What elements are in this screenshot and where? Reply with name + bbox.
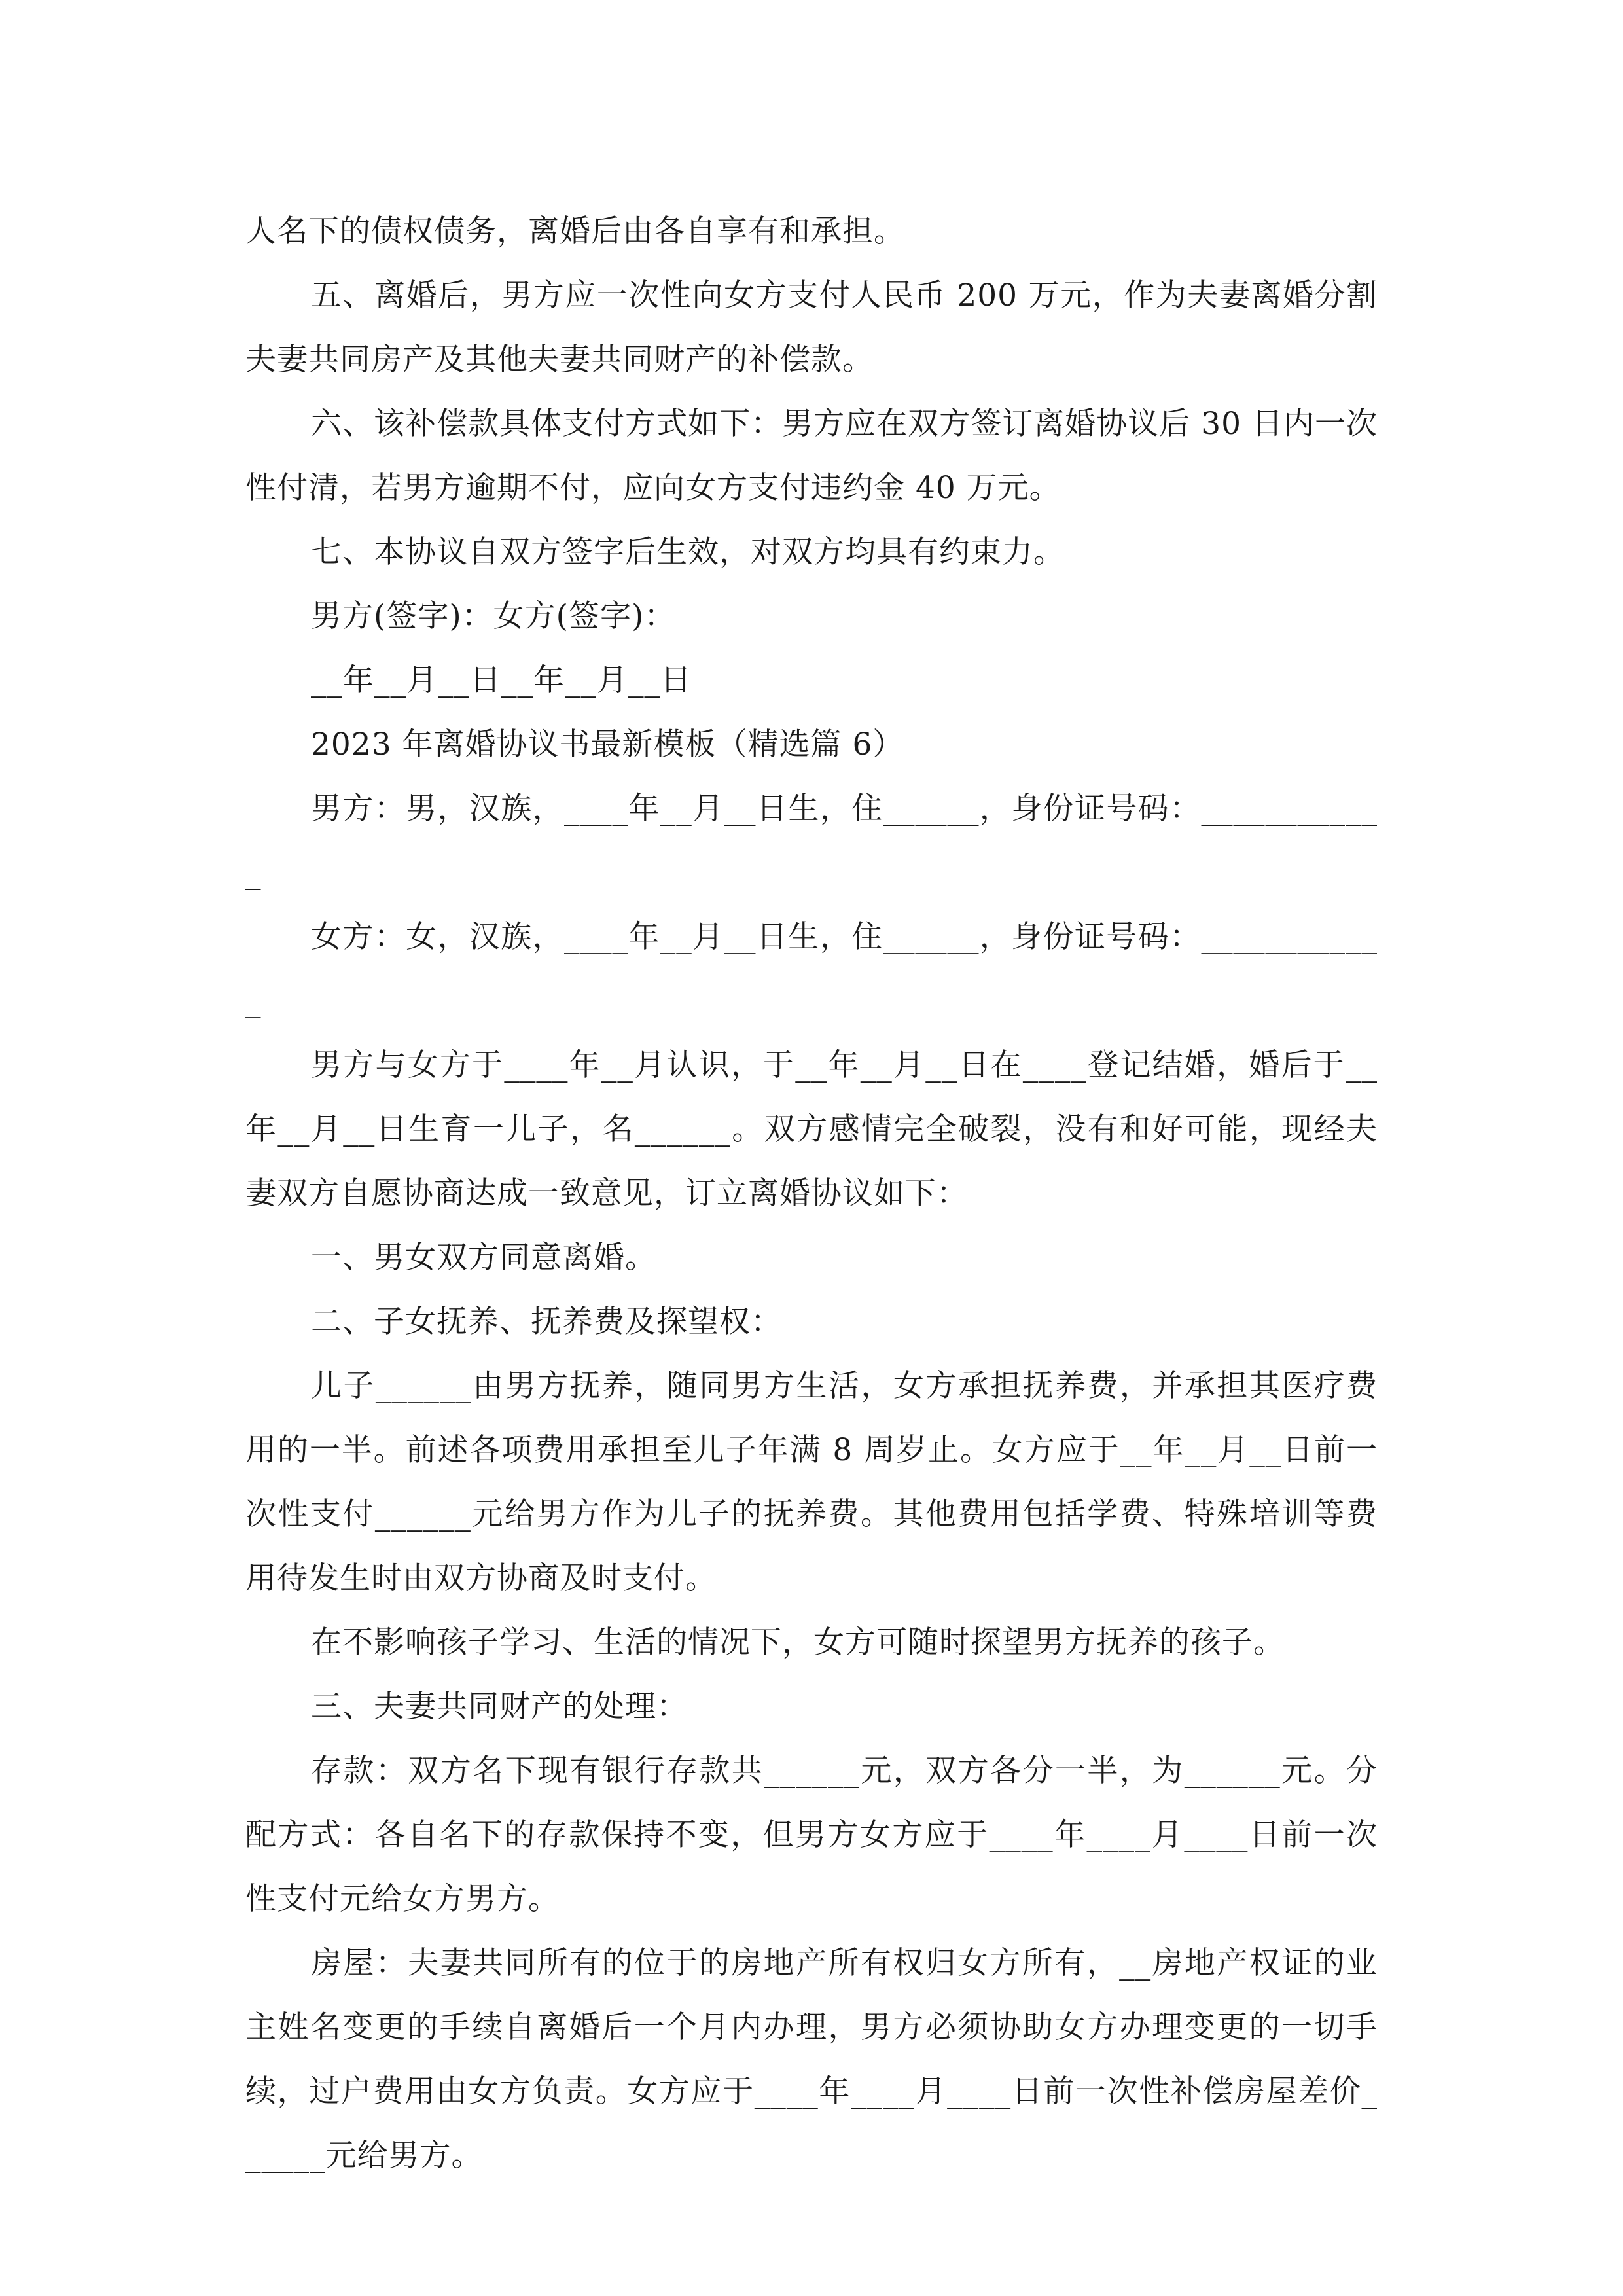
paragraph-clause-1: 一、男女双方同意离婚。 [311,1240,656,1276]
paragraph-clause-5: 五、离婚后，男方应一次性向女方支付人民币 200 万元，作为夫妻离婚分割夫妻共同房产及其他夫妻共同财产的补偿款。 [245,278,1378,378]
paragraph-house: 房屋：夫妻共同所有的位于的房地产所有权归女方所有，__房地产权证的业主姓名变更的手续自离婚后一个月内办理，男方必须协助女方办理变更的一切手续，过户费用由女方负责。女方应于____年____月____日前一次性补偿房屋差价______元给男方。 [245,1945,1378,2174]
paragraph-signatures: 男方(签字)：女方(签字)： [311,598,676,634]
paragraph-debts-continuation: 人名下的债权债务，离婚后由各自享有和承担。 [245,213,905,249]
paragraph-clause-3-heading: 三、夫妻共同财产的处理： [311,1689,688,1725]
paragraph-male-party: 男方：男，汉族，____年__月__日生，住______，身份证号码：____________ [245,791,1378,891]
paragraph-deposits: 存款：双方名下现有银行存款共______元，双方各分一半，为______元。分配方式：各自名下的存款保持不变，但男方女方应于____年____月____日前一次性支付元给女方男方。 [245,1753,1378,1917]
paragraph-clause-7: 七、本协议自双方签字后生效，对双方均具有约束力。 [311,534,1065,570]
paragraph-signature-dates: __年__月__日__年__月__日 [311,662,692,698]
document-body [245,200,1378,2188]
paragraph-female-party: 女方：女，汉族，____年__月__日生，住______，身份证号码：____________ [245,919,1378,1019]
paragraph-visitation: 在不影响孩子学习、生活的情况下，女方可随时探望男方抚养的孩子。 [311,1624,1285,1660]
section-title: 2023 年离婚协议书最新模板（精选篇 6） [311,726,904,762]
paragraph-child-custody: 儿子______由男方抚养，随同男方生活，女方承担抚养费，并承担其医疗费用的一半。前述各项费用承担至儿子年满 8 周岁止。女方应于__年__月__日前一次性支付______元给男方作为儿子的抚养费。其他费用包括学费、特殊培训等费用待发生时由双方协商及时支付。 [245,1368,1378,1596]
paragraph-preamble: 男方与女方于____年__月认识，于__年__月__日在____登记结婚，婚后于__年__月__日生育一儿子，名______。双方感情完全破裂，没有和好可能，现经夫妻双方自愿协商达成一致意见，订立离婚协议如下： [245,1047,1378,1211]
paragraph-clause-2-heading: 二、子女抚养、抚养费及探望权： [311,1304,782,1340]
paragraph-clause-6: 六、该补偿款具体支付方式如下：男方应在双方签订离婚协议后 30 日内一次性付清，若男方逾期不付，应向女方支付违约金 40 万元。 [245,406,1378,506]
